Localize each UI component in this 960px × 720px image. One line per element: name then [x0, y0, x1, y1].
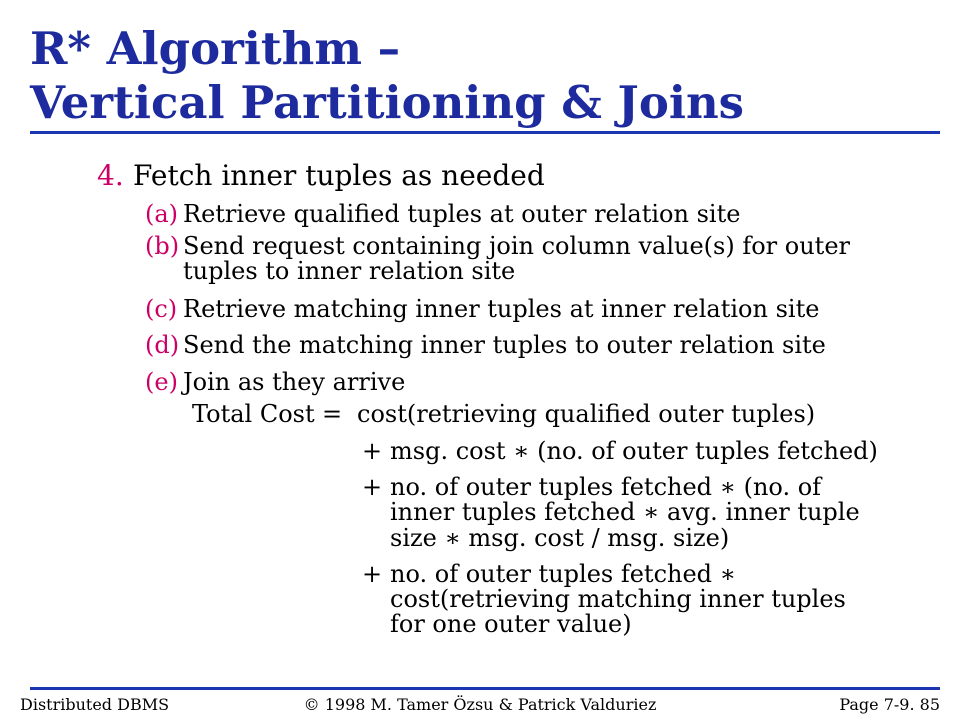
substep-label: (c)	[145, 295, 178, 323]
footer-copyright: © 1998 M. Tamer Özsu & Patrick Valduriez	[303, 695, 657, 714]
cost-term	[0, 439, 960, 465]
cost-first-term: cost(retrieving qualified outer tuples)	[357, 400, 816, 428]
slide-footer	[0, 697, 960, 717]
substep-a	[0, 202, 960, 228]
cost-term	[0, 562, 960, 638]
slide-title-line: Vertical Partitioning & Joins	[30, 76, 745, 129]
cost-term-operator: +	[362, 473, 383, 501]
cost-term-line: msg. cost ∗ (no. of outer tuples fetched)	[390, 437, 878, 465]
cost-term-line: for one outer value)	[390, 610, 632, 638]
cost-term-line: no. of outer tuples fetched ∗	[390, 560, 736, 588]
cost-term-line: size ∗ msg. cost / msg. size)	[390, 524, 730, 552]
substep-text-line: Send request containing join column value(s) for outer	[183, 232, 850, 260]
substep-label: (a)	[145, 200, 179, 228]
total-cost-label: Total Cost	[192, 400, 315, 428]
substep-text-line: Retrieve qualified tuples at outer relation site	[183, 200, 741, 228]
substep-text-line: tuples to inner relation site	[183, 257, 516, 285]
total-cost-formula	[0, 402, 960, 428]
equals-sign: =	[322, 400, 343, 428]
substep-d	[0, 333, 960, 359]
step-number: 4.	[97, 159, 124, 192]
substep-text-line: Send the matching inner tuples to outer relation site	[183, 331, 826, 359]
substep-text-line: Retrieve matching inner tuples at inner relation site	[183, 295, 820, 323]
substep-e	[0, 370, 960, 396]
step-text: Fetch inner tuples as needed	[133, 159, 545, 192]
cost-term-operator: +	[362, 560, 383, 588]
substep-label: (e)	[145, 368, 178, 396]
substep-text-line: Join as they arrive	[183, 368, 406, 396]
substep-b	[0, 234, 960, 285]
footer-page-number: Page 7-9. 85	[839, 695, 940, 714]
substep-label: (b)	[145, 232, 180, 260]
footer-course: Distributed DBMS	[20, 695, 170, 714]
cost-term-line: cost(retrieving matching inner tuples	[390, 585, 846, 613]
step-item	[0, 159, 960, 192]
substep-c	[0, 297, 960, 323]
slide-title	[0, 0, 960, 130]
cost-term-operator: +	[362, 437, 383, 465]
cost-term-line: inner tuples fetched ∗ avg. inner tuple	[390, 498, 860, 526]
footer-divider	[30, 687, 940, 690]
slide-title-line: R* Algorithm –	[30, 22, 401, 75]
substep-label: (d)	[145, 331, 180, 359]
title-divider	[30, 131, 940, 134]
cost-term	[0, 475, 960, 552]
cost-term-line: no. of outer tuples fetched ∗ (no. of	[390, 473, 822, 501]
